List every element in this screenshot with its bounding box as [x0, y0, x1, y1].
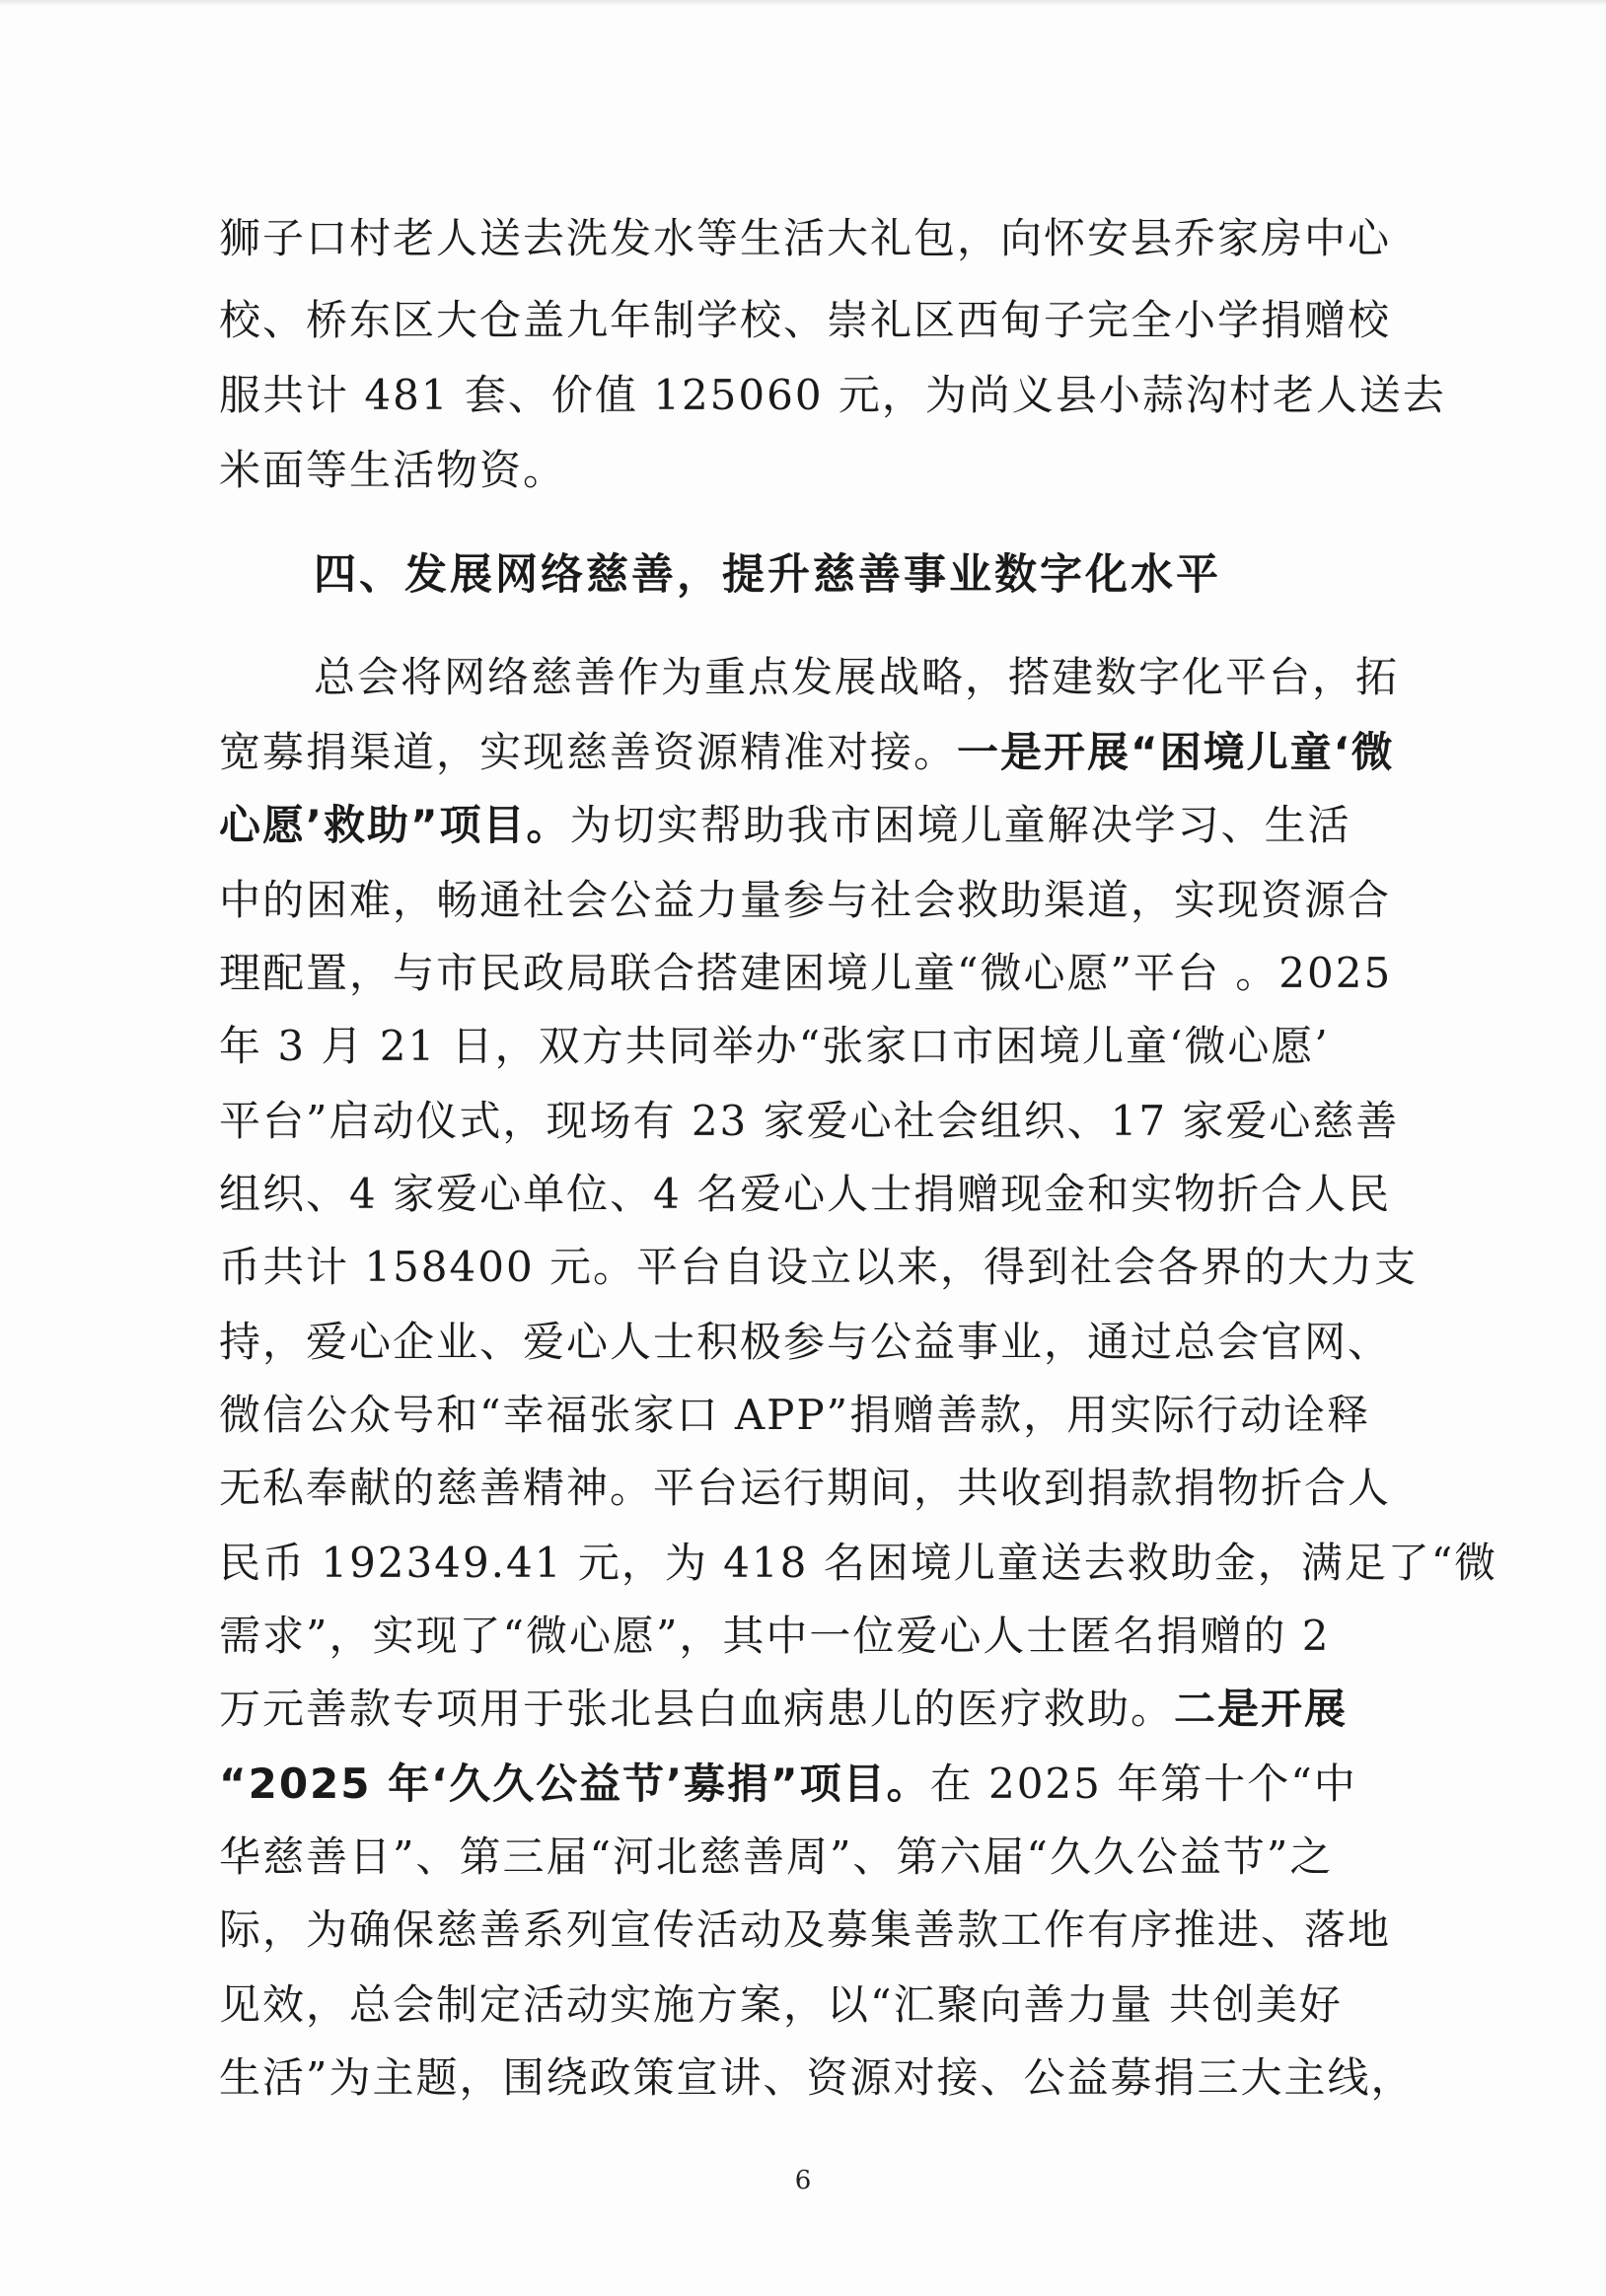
paragraph-line: 年 3 月 21 日，双方共同举办“张家口市困境儿童‘微心愿’	[219, 1022, 1330, 1070]
paragraph-line	[219, 1673, 1393, 1746]
bold-item-title: 二是开展	[1174, 1685, 1349, 1733]
paragraph-line: 币共计 158400 元。平台自设立以来，得到社会各界的大力支	[219, 1243, 1419, 1291]
paragraph-line: 平台”启动仪式，现场有 23 家爱心社会组织、17 家爱心慈善	[219, 1097, 1400, 1145]
paragraph-line	[219, 789, 1393, 862]
bold-item-title: 一是开展“困境儿童‘微	[957, 728, 1395, 776]
bold-item-title: “2025 年‘久久公益节’募捐”项目。	[219, 1759, 930, 1808]
plain-text: 宽募捐渠道，实现慈善资源精准对接。	[219, 728, 958, 776]
paragraph-line: 际，为确保慈善系列宣传活动及募集善款工作有序推进、落地	[219, 1905, 1392, 1954]
paragraph-line: 微信公众号和“幸福张家口 APP”捐赠善款，用实际行动诠释	[219, 1391, 1371, 1439]
paragraph-line: 校、桥东区大仓盖九年制学校、崇礼区西甸子完全小学捐赠校	[219, 296, 1392, 344]
plain-text: 万元善款专项用于张北县白血病患儿的医疗救助。	[219, 1685, 1175, 1733]
paragraph-line: 华慈善日”、第三届“河北慈善周”、第六届“久久公益节”之	[219, 1832, 1334, 1881]
plain-text: 在 2025 年第十个“中	[929, 1759, 1357, 1808]
paragraph-line	[219, 716, 1393, 789]
page-number: 6	[794, 2166, 812, 2195]
section-heading: 四、发展网络慈善，提升慈善事业数字化水平	[314, 550, 1221, 600]
bold-item-title: 心愿’救助”项目。	[219, 801, 570, 849]
plain-text: 为切实帮助我市困境儿童解决学习、生活	[569, 801, 1351, 849]
paragraph-line: 米面等生活物资。	[219, 446, 567, 494]
paragraph-line: 持，爱心企业、爱心人士积极参与公益事业，通过总会官网、	[219, 1318, 1392, 1366]
scan-edge	[0, 0, 1606, 6]
paragraph-line: 理配置，与市民政局联合搭建困境儿童“微心愿”平台 。2025	[219, 949, 1393, 997]
paragraph-line: 中的困难，畅通社会公益力量参与社会救助渠道，实现资源合	[219, 876, 1392, 924]
paragraph-line: 总会将网络慈善作为重点发展战略，搭建数字化平台，拓	[314, 653, 1400, 701]
paragraph-line: 见效，总会制定活动实施方案，以“汇聚向善力量 共创美好	[219, 1980, 1343, 2029]
paragraph-line: 组织、4 家爱心单位、4 名爱心人士捐赠现金和实物折合人民	[219, 1170, 1392, 1218]
paragraph-line: 狮子口村老人送去洗发水等生活大礼包，向怀安县乔家房中心	[219, 214, 1392, 262]
paragraph-line: 民币 192349.41 元，为 418 名困境儿童送去救助金，满足了“微	[219, 1539, 1498, 1587]
paragraph-line: 无私奉献的慈善精神。平台运行期间，共收到捐款捐物折合人	[219, 1464, 1392, 1512]
paragraph-line: 需求”，实现了“微心愿”，其中一位爱心人士匿名捐赠的 2	[219, 1612, 1331, 1660]
paragraph-line	[219, 1748, 1393, 1821]
paragraph-line: 服共计 481 套、价值 125060 元，为尚义县小蒜沟村老人送去	[219, 371, 1446, 419]
paragraph-line: 生活”为主题，围绕政策宣讲、资源对接、公益募捐三大主线，	[219, 2053, 1415, 2102]
